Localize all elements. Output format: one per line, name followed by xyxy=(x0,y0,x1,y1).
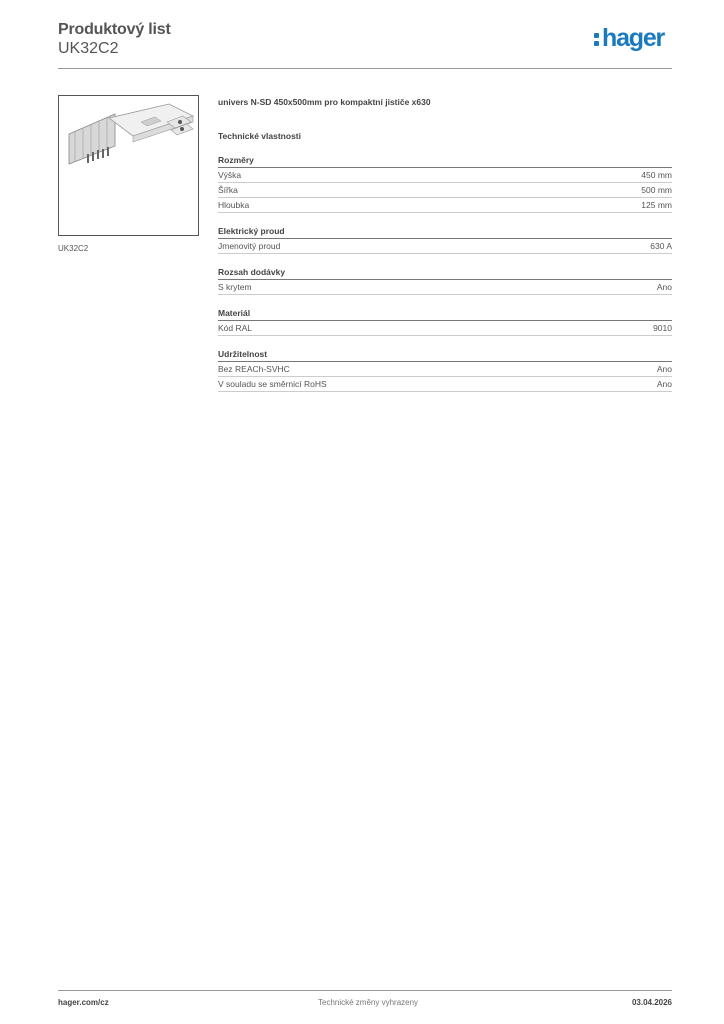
product-details xyxy=(218,96,672,392)
spec-value: 125 mm xyxy=(641,200,672,210)
spec-row xyxy=(218,321,672,336)
spec-value: 630 A xyxy=(650,241,672,251)
spec-label: Šířka xyxy=(218,185,238,195)
footer-website-link[interactable]: hager.com/cz xyxy=(58,998,109,1007)
section-delivery-scope xyxy=(218,266,672,295)
footer-date: 03.04.2026 xyxy=(631,998,672,1007)
spec-label: Kód RAL xyxy=(218,323,253,333)
product-description: univers N-SD 450x500mm pro kompaktní jističe x630 xyxy=(218,97,431,107)
section-title: Rozsah dodávky xyxy=(218,266,672,280)
spec-label: Bez REACh-SVHC xyxy=(218,364,290,374)
spec-row xyxy=(218,239,672,254)
section-current xyxy=(218,225,672,254)
logo-text: hager xyxy=(602,24,665,52)
section-title: Rozměry xyxy=(218,154,672,168)
spec-label: Jmenovitý proud xyxy=(218,241,281,251)
section-title: Materiál xyxy=(218,307,672,321)
product-code: UK32C2 xyxy=(58,40,119,57)
spec-row xyxy=(218,198,672,213)
spec-label: Výška xyxy=(218,170,242,180)
spec-row xyxy=(218,362,672,377)
section-title: Elektrický proud xyxy=(218,225,672,239)
technical-heading: Technické vlastnosti xyxy=(218,131,301,141)
spec-row xyxy=(218,280,672,295)
spec-value: 9010 xyxy=(653,323,672,333)
spec-value: Ano xyxy=(656,282,672,292)
spec-value: Ano xyxy=(656,379,672,389)
spec-value: 500 mm xyxy=(641,185,672,195)
section-dimensions xyxy=(218,154,672,213)
spec-label: Hloubka xyxy=(218,200,250,210)
section-material xyxy=(218,307,672,336)
spec-value: Ano xyxy=(656,364,672,374)
image-caption: UK32C2 xyxy=(58,244,89,253)
product-illustration-icon xyxy=(59,96,198,235)
product-image xyxy=(58,95,199,236)
spec-label: S krytem xyxy=(218,282,252,292)
spec-row xyxy=(218,183,672,198)
header-divider xyxy=(58,68,672,69)
logo-dots-icon xyxy=(594,27,601,49)
page-title: Produktový list xyxy=(58,21,171,38)
spec-row xyxy=(218,377,672,392)
section-title: Udržitelnost xyxy=(218,348,672,362)
hager-logo[interactable] xyxy=(594,24,665,57)
spec-label: V souladu se směrnicí RoHS xyxy=(218,379,327,389)
spec-value: 450 mm xyxy=(641,170,672,180)
footer-notice: Technické změny vyhrazeny xyxy=(318,998,419,1007)
footer-divider xyxy=(58,990,672,991)
section-sustainability xyxy=(218,348,672,392)
spec-row xyxy=(218,168,672,183)
